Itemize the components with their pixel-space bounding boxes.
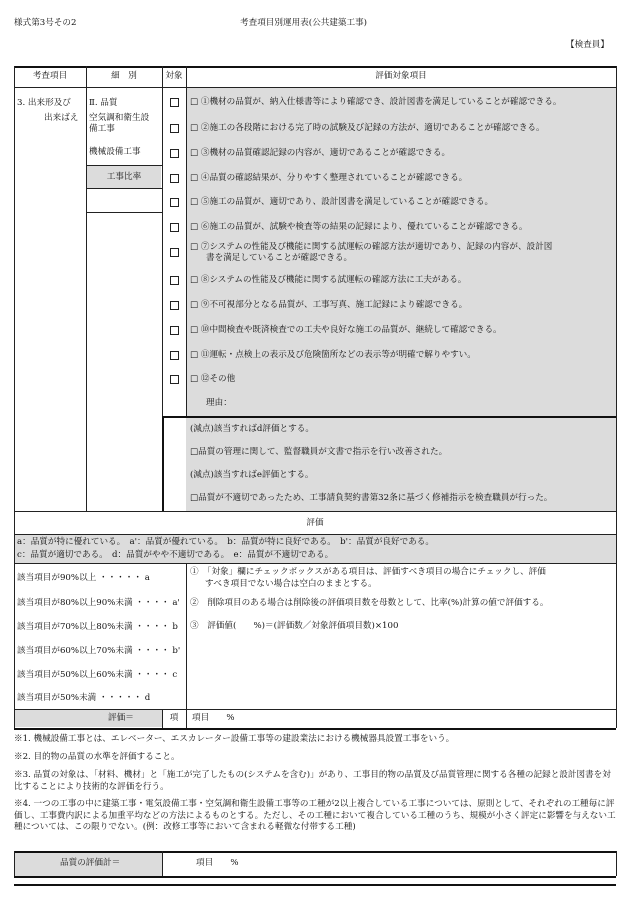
- eval-note-1-cont: すべき項目でない場合は空白のままとする。: [205, 579, 377, 589]
- deduction-e-label: (減点)該当すればe評価とする。: [190, 470, 314, 480]
- criteria-item-6[interactable]: □ ⑥施工の品質が、試験や検査等の結果の記録により、優れていることが確認できる。: [190, 222, 528, 232]
- form-number: 様式第3号その2: [14, 18, 77, 28]
- criteria-item-7-cont: 書を満足していることが確認できる。: [206, 253, 353, 263]
- target-checkbox-7[interactable]: [170, 248, 179, 257]
- footnote-1: ※1. 機械設備工事とは、エレベーター、エスカレーター設備工事等の建設業法における機械器具設置工事をいう。: [14, 734, 455, 744]
- grade-b-prime: 該当項目が60%以上70%未満 ・・・・ b': [17, 646, 181, 656]
- criteria-item-12[interactable]: □ ⑫その他: [190, 374, 236, 384]
- sub-quality: Ⅱ. 品質: [89, 98, 118, 108]
- summary-label: 品質の評価計＝: [60, 858, 121, 868]
- criteria-item-10[interactable]: □ ⑩中間検査や既済検査での工夫や良好な施工の品質が、継続して確認できる。: [190, 325, 502, 335]
- result-unit: 項: [169, 713, 179, 723]
- grade-a: 該当項目が90%以上 ・・・・・ a: [17, 573, 150, 583]
- target-checkbox-1[interactable]: [170, 98, 179, 107]
- criteria-item-4[interactable]: □ ④品質の確認結果が、分りやすく整理されていることが確認できる。: [190, 173, 468, 183]
- ratio-label: 工事比率: [106, 172, 142, 182]
- evaluation-title: 評価: [306, 518, 324, 528]
- page-title: 考査項目別運用表(公共建築工事): [240, 18, 368, 28]
- evaluation-legend-1: a：品質が特に優れている。 a'：品質が優れている。 b：品質が特に良好である。 b'：品質が良好である。: [17, 537, 434, 547]
- criteria-item-8[interactable]: □ ⑧システムの性能及び機能に関する試運転の確認方法に工夫がある。: [190, 275, 467, 285]
- deduction-e-item[interactable]: □品質が不適切であったため、工事請負契約書第32条に基づく修補指示を検査職員が行った。: [190, 493, 553, 503]
- sub-mechanical: 機械設備工事: [89, 147, 141, 157]
- result-label: 評価＝: [108, 713, 134, 723]
- result-items[interactable]: 項目 %: [192, 713, 235, 723]
- target-checkbox-12[interactable]: [170, 375, 179, 384]
- header-item: 考査項目: [32, 71, 68, 81]
- grade-c: 該当項目が50%以上60%未満 ・・・・ c: [17, 670, 178, 680]
- criteria-item-9[interactable]: □ ⑨不可視部分となる品質が、工事写真、施工記録により確認できる。: [190, 300, 468, 310]
- target-checkbox-11[interactable]: [170, 351, 179, 360]
- grade-d: 該当項目が50%未満 ・・・・・ d: [17, 693, 151, 703]
- criteria-item-2[interactable]: □ ②施工の各段階における完了時の試験及び記録の方法が、適切であることが確認できる。: [190, 123, 545, 133]
- header-criteria: 評価対象項目: [375, 71, 427, 81]
- role-label: 【検査員】: [566, 40, 609, 50]
- sub-hvac-line1: 空気調和衛生設: [89, 113, 150, 123]
- target-checkbox-10[interactable]: [170, 326, 179, 335]
- deduction-d-item[interactable]: □品質の管理に関して、監督職員が文書で指示を行い改善された。: [190, 447, 448, 457]
- target-checkbox-3[interactable]: [170, 149, 179, 158]
- footnote-2: ※2. 目的物の品質の水準を評価すること。: [14, 752, 180, 762]
- target-checkbox-9[interactable]: [170, 301, 179, 310]
- target-checkbox-5[interactable]: [170, 198, 179, 207]
- reason-label: 理由：: [206, 398, 232, 408]
- criteria-item-1[interactable]: □ ①機材の品質が、納入仕様書等により確認でき、設計図書を満足していることが確認できる。: [190, 97, 562, 107]
- footnote-3: ※3. 品質の対象は、「材料、機材」と「施工が完了したもの(システムを含む)」があり、工事目的物の品質及び品質管理に関する各種の記録と設計図書を対比することにより技術的な評価を行う。: [14, 770, 611, 792]
- criteria-item-5[interactable]: □ ⑤施工の品質が、適切であり、設計図書を満足していることが確認できる。: [190, 197, 494, 207]
- criteria-item-7[interactable]: □ ⑦システムの性能及び機能に関する試運転の確認方法が適切であり、記録の内容が、設計図: [190, 242, 553, 252]
- criteria-item-11[interactable]: □ ⑪運転・点検上の表示及び危険箇所などの表示等が明確で解りやすい。: [190, 350, 476, 360]
- grade-b: 該当項目が70%以上80%未満 ・・・・ b: [17, 622, 178, 632]
- ratio-input[interactable]: [87, 189, 161, 211]
- evaluation-legend-2: c：品質が適切である。 d：品質がやや不適切である。 e：品質が不適切である。: [17, 550, 334, 560]
- target-checkbox-4[interactable]: [170, 174, 179, 183]
- target-checkbox-6[interactable]: [170, 223, 179, 232]
- grade-a-prime: 該当項目が80%以上90%未満 ・・・・ a': [17, 598, 180, 608]
- header-target: 対象: [165, 71, 183, 81]
- summary-value[interactable]: 項目 %: [196, 858, 239, 868]
- eval-note-2: ② 削除項目のある場合は削除後の評価項目数を母数として、比率(%)計算の値で評価する。: [190, 598, 549, 608]
- header-sub: 細 別: [111, 71, 137, 81]
- target-checkbox-8[interactable]: [170, 276, 179, 285]
- item-name-line2: 出来ばえ: [44, 113, 79, 123]
- eval-note-1: ① 「対象」欄にチェックボックスがある項目は、評価すべき項目の場合にチェックし、評価: [190, 567, 546, 577]
- eval-note-3: ③ 評価値( %)＝(評価数／対象評価項目数)×100: [190, 621, 399, 631]
- sub-hvac-line2: 備工事: [89, 124, 115, 134]
- result-shade: [14, 710, 162, 727]
- target-checkbox-2[interactable]: [170, 124, 179, 133]
- footnote-4: ※4. 一つの工事の中に建築工事・電気設備工事・空気調和衛生設備工事等の工種が2以上複合している工事については、原則として、それぞれの工種毎に評価し、工事費内訳による加重平均などの方法によるものとする。ただし、その工種において複合している工種のうち、規模が小さく評定に影響を与えない工種については、この限りでない。(例：改修工事等において含まれる軽微な付帯する工種): [14, 799, 616, 832]
- deduction-d-label: (減点)該当すればd評価とする。: [190, 424, 314, 434]
- criteria-item-3[interactable]: □ ③機材の品質確認記録の内容が、適切であることが確認できる。: [190, 148, 451, 158]
- item-name-line1: 3. 出来形及び: [17, 98, 71, 108]
